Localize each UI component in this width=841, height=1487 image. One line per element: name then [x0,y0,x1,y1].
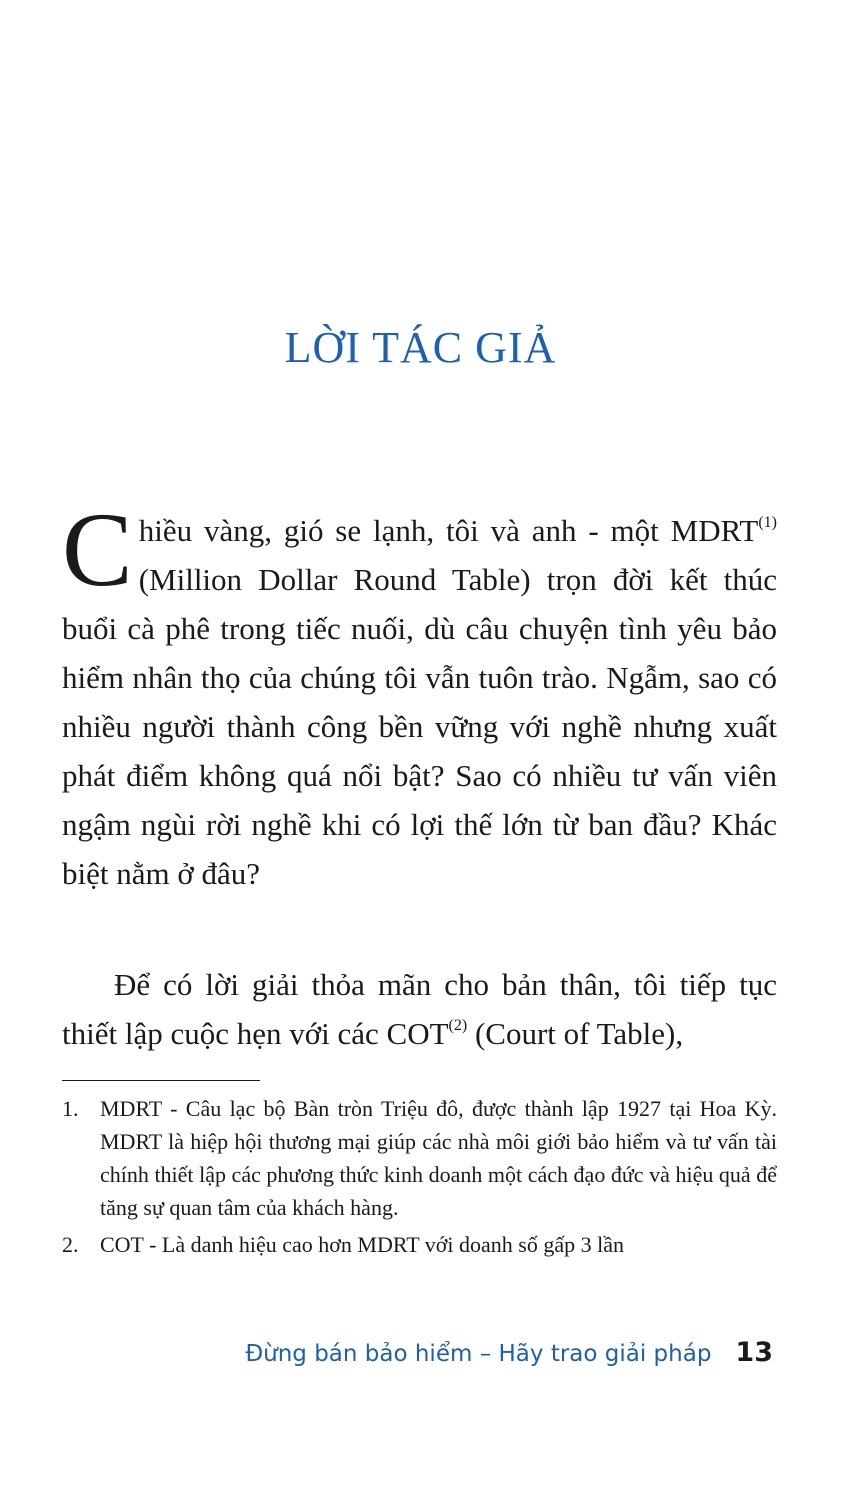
paragraph-2-text-b: (Court of Table), [467,1016,684,1051]
paragraph-1-text-a: hiều vàng, gió se lạnh, tôi và anh - một MDRT [138,513,759,548]
footnote-2 [62,1228,777,1261]
footnote-1 [62,1092,777,1224]
footnote-divider [62,1080,260,1081]
paragraph-1-text-b: (Million Dollar Round Table) trọn đời kết thúc buổi cà phê trong tiếc nuối, dù câu chuyện tình yêu bảo hiểm nhân thọ của chúng tôi vẫn tuôn trào. Ngẫm, sao có nhiều người thành công bền vững với nghề nhưng xuất phát điểm không quá nổi bật? Sao có nhiều tư vấn viên ngậm ngùi rời nghề khi có lợi thế lớn từ ban đầu? Khác biệt nằm ở đâu? [62,562,777,891]
paragraph-2 [62,960,777,1058]
page-number: 13 [735,1337,773,1368]
footnote-number: 2. [62,1232,79,1257]
page-footer [245,1337,773,1368]
footnote-text: COT - Là danh hiệu cao hơn MDRT với doanh số gấp 3 lần [100,1232,624,1257]
footnotes [62,1092,777,1265]
paragraph-2-text-a: Để có lời giải thỏa mãn cho bản thân, tôi tiếp tục thiết lập cuộc hẹn với các COT [62,967,777,1051]
drop-cap: C [62,491,133,608]
footnote-ref-1: (1) [758,514,777,531]
footnote-number: 1. [62,1096,79,1121]
footnote-ref-2: (2) [448,1017,468,1034]
paragraph-1 [62,491,777,898]
footnote-text: MDRT - Câu lạc bộ Bàn tròn Triệu đô, được thành lập 1927 tại Hoa Kỳ. MDRT là hiệp hội thương mại giúp các nhà môi giới bảo hiểm và tư vấn tài chính thiết lập các phương thức kinh doanh một cách đạo đức và hiệu quả để tăng sự quan tâm của khách hàng. [100,1096,777,1220]
chapter-title: LỜI TÁC GIẢ [284,323,557,372]
running-book-title: Đừng bán bảo hiểm – Hãy trao giải pháp [245,1341,712,1367]
